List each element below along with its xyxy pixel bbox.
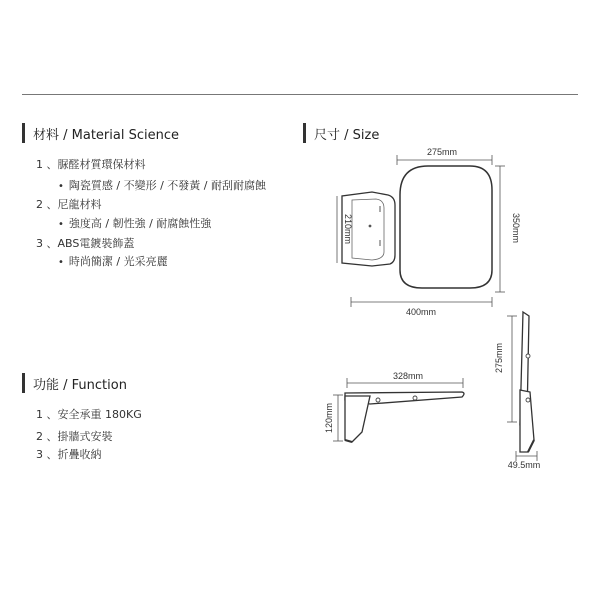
dim-folded-height: 275mm [494, 342, 504, 374]
dim-side-length: 328mm [392, 371, 424, 381]
function-item-2: 2 、掛牆式安裝 [36, 430, 113, 443]
material-item-3-detail: • 時尚簡潔 / 光采亮麗 [58, 253, 168, 269]
dim-seat-bottom-width: 400mm [405, 307, 437, 317]
material-item-1-detail: • 陶瓷質感 / 不變形 / 不發黃 / 耐刮耐腐蝕 [58, 177, 266, 193]
size-heading-text: 尺寸 / Size [314, 127, 380, 143]
function-item-3: 3 、折疊收納 [36, 448, 102, 461]
material-item-2-detail: • 強度高 / 韌性強 / 耐腐蝕性強 [58, 215, 211, 231]
front-view-drawing [337, 147, 521, 317]
dim-seat-height: 350mm [511, 212, 521, 244]
materials-heading-text: 材料 / Material Science [33, 127, 179, 143]
material-item-1: 1 、脲醛材質環保材料 [36, 158, 146, 171]
function-item-1: 1 、安全承重 180KG [36, 408, 142, 421]
bracket-screw [369, 225, 372, 228]
function-heading-text: 功能 / Function [33, 377, 127, 393]
side-bracket [345, 396, 370, 442]
dim-folded-depth: 49.5mm [507, 460, 541, 470]
dim-seat-top-width: 275mm [426, 147, 458, 157]
material-item-3: 3 、ABS電鍍裝飾蓋 [36, 237, 135, 250]
material-item-2: 2 、尼龍材料 [36, 198, 102, 211]
folded-view-drawing [494, 312, 540, 470]
dim-side-height: 120mm [324, 402, 334, 434]
dim-bracket-height: 210mm [343, 213, 353, 245]
side-view-drawing [324, 371, 464, 442]
seat-outline [400, 166, 492, 288]
